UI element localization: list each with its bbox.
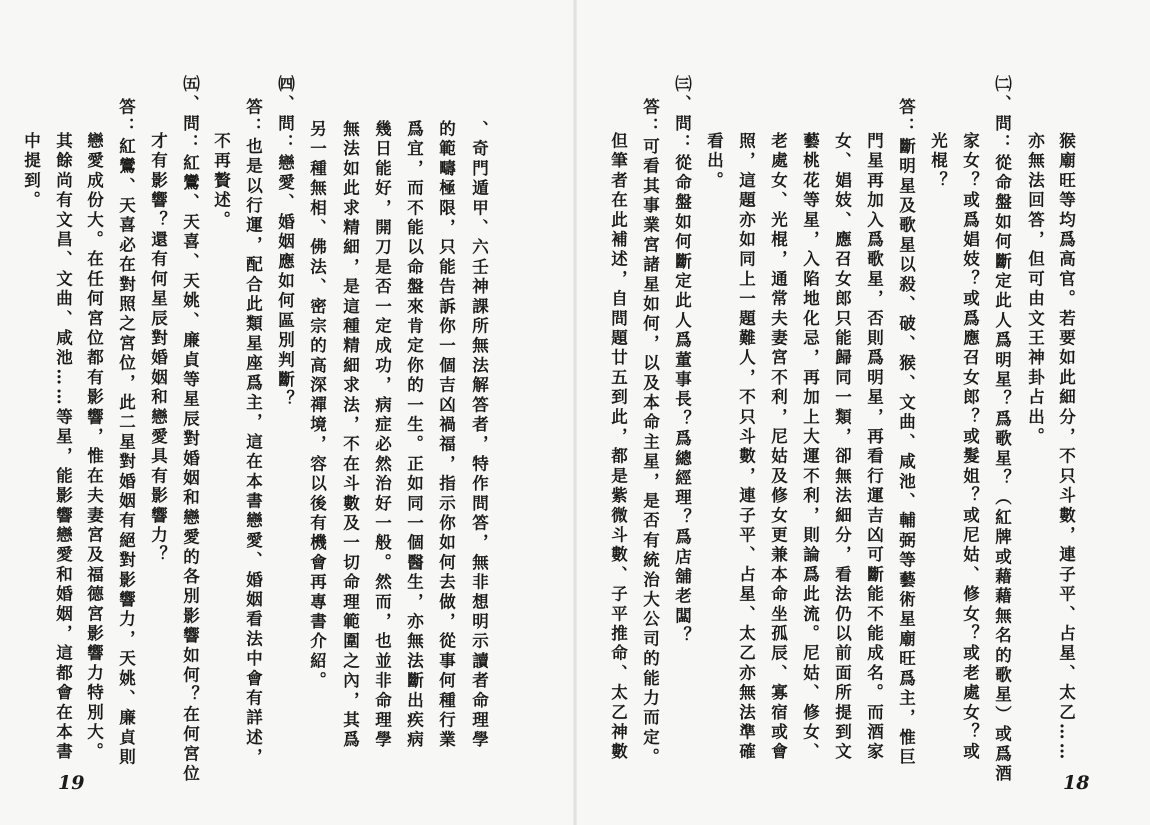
text-line: 亦無法回答，但可由文王神卦占出。 xyxy=(1025,132,1045,448)
text-line: 猴廟旺等均爲高官。若要如此細分，不只斗數，連子平、占星、太乙…… xyxy=(1056,132,1076,763)
answer-line: 答：斷明星及歌星以殺、破、猴、文曲、咸池、輔弼等藝術星廟旺爲主，惟巨 xyxy=(896,98,916,768)
answer-line: 答：也是以行運，配合此類星座爲主，這在本書戀愛、婚姻看法中會有詳述， xyxy=(243,98,263,768)
text-line: 照，這題亦如同上一題難人，不只斗數，連子平、占星、太乙亦無法準確 xyxy=(736,132,756,763)
text-line: 幾日能好，開刀是否一定成功，病症必然治好一般。然而，也並非命理學 xyxy=(372,120,392,751)
text-line: 光棍？ xyxy=(928,132,948,192)
text-line: 中提到。 xyxy=(21,132,41,211)
text-line: 不再贅述。 xyxy=(211,132,231,231)
page-number: 18 xyxy=(1063,772,1090,794)
text-line: 另一種無相、佛法、密宗的高深禪境，容以後有機會再專書介紹。 xyxy=(307,120,327,692)
question-line: ㈤、問：紅鸞、天喜、天姚、廉貞等星辰對婚姻和戀愛的各別影響如何？在何宮位 xyxy=(180,75,200,785)
text-line: 門星再加入爲歌星，否則爲明星，再看行運吉凶可斷能不能成名。而酒家 xyxy=(864,132,884,763)
right-page xyxy=(575,0,1150,825)
text-line: 才有影響？還有何星辰對婚姻和戀愛具有影響力？ xyxy=(148,132,168,566)
question-line: ㈢、問：從命盤如何斷定此人爲董事長？爲總經理？爲店舖老闆？ xyxy=(672,75,692,647)
text-line: 的範疇極限，只能告訴你一個吉凶禍福，指示你如何去做，從事何種行業 xyxy=(436,120,456,751)
text-line: 女、娼妓、應召女郎只能歸同一類，卻無法細分，看法仍以前面所提到文 xyxy=(832,132,852,763)
text-line: 老處女、光棍，通常夫妻宮不利，尼姑及修女更兼本命坐孤辰、寡宿或會 xyxy=(768,132,788,763)
page-number: 19 xyxy=(58,772,85,794)
answer-line: 答：紅鸞、天喜必在對照之宮位，此二星對婚姻有絕對影響力，天姚、廉貞則 xyxy=(116,98,136,768)
text-line: 、奇門遁甲、六壬神課所無法解答者，特作問答，無非想明示讀者命理學 xyxy=(469,120,489,751)
text-line: 但筆者在此補述，自問題廿五到此，都是紫微斗數、子平推命、太乙神數 xyxy=(608,132,628,763)
text-line: 藝桃花等星，入陷地化忌，再加上大運不利，則論爲此流。尼姑、修女、 xyxy=(800,132,820,763)
text-line: 爲宜，而不能以命盤來肯定你的一生。正如同一個醫生，亦無法斷出疾病 xyxy=(404,120,424,751)
text-line: 戀愛成份大。在任何宮位都有影響，惟在夫妻宮及福德宮影響力特別大。 xyxy=(84,132,104,763)
answer-line: 答：可看其事業宮諸星如何，以及本命主星，是否有統治大公司的能力而定。 xyxy=(640,98,660,768)
text-line: 家女？或爲娼妓？或爲應召女郎？或髮姐？或尼姑、修女？或老處女？或 xyxy=(960,132,980,763)
text-line: 看出。 xyxy=(704,132,724,192)
question-line: ㈣、問：戀愛、婚姻應如何區別判斷？ xyxy=(275,75,295,410)
text-line: 其餘尚有文昌、文曲、咸池……等星，能影響戀愛和婚姻，這都會在本書 xyxy=(53,132,73,763)
text-line: 無法如此求精細，是這種精細求法，不在斗數及一切命理範圍之內，其爲 xyxy=(340,120,360,751)
question-line: ㈡、問：從命盤如何斷定此人爲明星？爲歌星？（紅牌或藉藉無名的歌星）或爲酒 xyxy=(992,75,1012,785)
